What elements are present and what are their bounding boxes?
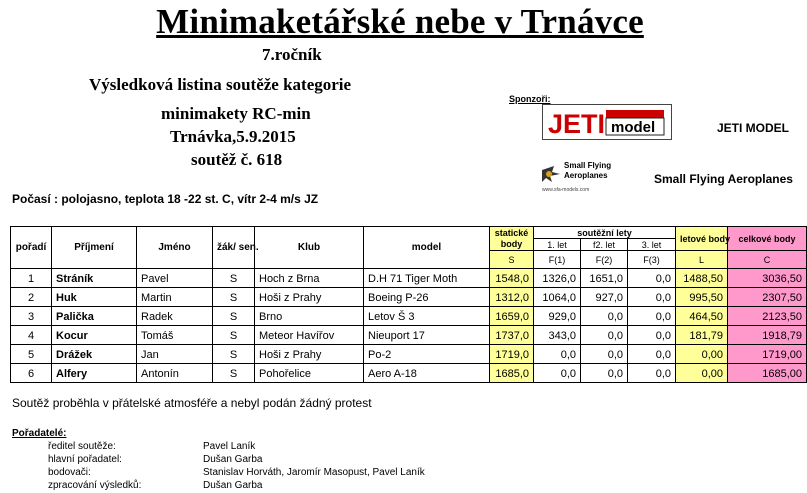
organizers-title: Pořadatelé:: [12, 428, 67, 439]
header-f2-code: F(2): [581, 251, 628, 269]
header-model: model: [364, 227, 490, 269]
jeti-sponsor-name: JETI MODEL: [717, 121, 790, 135]
static-points-cell: 1685,0: [490, 364, 534, 383]
competition-note: Soutěž proběhla v přátelské atmosféře a nebyl podán žádný protest: [12, 396, 372, 410]
surname-cell: Alfery: [52, 364, 137, 383]
edition-label: 7.ročník: [262, 45, 322, 64]
table-row: [11, 269, 807, 288]
name-cell: Martin: [137, 288, 213, 307]
category-cell: S: [213, 288, 255, 307]
header-static: statické body: [490, 227, 534, 251]
flight-3-cell: 0,0: [628, 345, 676, 364]
flight-1-cell: 0,0: [534, 364, 581, 383]
flight-1-cell: 1064,0: [534, 288, 581, 307]
static-points-cell: 1737,0: [490, 326, 534, 345]
rank-cell: 1: [11, 269, 52, 288]
surname-cell: Drážek: [52, 345, 137, 364]
flight-1-cell: 0,0: [534, 345, 581, 364]
table-row: [11, 307, 807, 326]
flight-points-cell: 995,50: [676, 288, 728, 307]
sfa-logo-line2: Aeroplanes: [564, 171, 608, 180]
flight-3-cell: 0,0: [628, 364, 676, 383]
flight-points-cell: 0,00: [676, 364, 728, 383]
model-cell: Nieuport 17: [364, 326, 490, 345]
static-points-cell: 1719,0: [490, 345, 534, 364]
results-table: [10, 226, 807, 383]
flight-3-cell: 0,0: [628, 307, 676, 326]
header-flight-1: 1. let: [534, 239, 581, 251]
sfa-logo-url: www.sfa-models.com: [542, 187, 590, 193]
sfa-logo-line1: Small Flying: [564, 161, 612, 170]
name-cell: Antonín: [137, 364, 213, 383]
club-cell: Pohořelice: [255, 364, 364, 383]
club-cell: Hoši z Prahy: [255, 288, 364, 307]
total-points-cell: 2123,50: [728, 307, 807, 326]
header-category: žák/ sen.: [213, 227, 255, 269]
flight-points-cell: 0,00: [676, 345, 728, 364]
rank-cell: 5: [11, 345, 52, 364]
header-flight-code: L: [676, 251, 728, 269]
category-cell: S: [213, 307, 255, 326]
surname-cell: Huk: [52, 288, 137, 307]
flight-1-cell: 1326,0: [534, 269, 581, 288]
model-cell: Po-2: [364, 345, 490, 364]
flight-points-cell: 181,79: [676, 326, 728, 345]
competition-number: soutěž č. 618: [191, 150, 283, 169]
organizer-role: zpracování výsledků:: [48, 480, 142, 491]
organizer-role: ředitel soutěže:: [48, 441, 116, 452]
sfa-sponsor-name: Small Flying Aeroplanes: [654, 172, 793, 186]
total-points-cell: 1719,00: [728, 345, 807, 364]
venue-date: Trnávka,5.9.2015: [170, 127, 296, 146]
header-f1-code: F(1): [534, 251, 581, 269]
flight-2-cell: 1651,0: [581, 269, 628, 288]
organizer-names: Dušan Garba: [203, 454, 263, 465]
header-f3-code: F(3): [628, 251, 676, 269]
header-surname: Příjmení: [52, 227, 137, 269]
weather-info: Počasí : polojasno, teplota 18 -22 st. C, vítr 2-4 m/s JZ: [12, 192, 319, 206]
model-cell: Boeing P-26: [364, 288, 490, 307]
name-cell: Tomáš: [137, 326, 213, 345]
model-logo-text: model: [611, 119, 656, 136]
flight-1-cell: 343,0: [534, 326, 581, 345]
header-flight-2: f2. let: [581, 239, 628, 251]
header-club: Klub: [255, 227, 364, 269]
club-cell: Meteor Havířov: [255, 326, 364, 345]
flight-points-cell: 464,50: [676, 307, 728, 326]
rank-cell: 4: [11, 326, 52, 345]
category-cell: S: [213, 326, 255, 345]
jeti-logo-text: JETI: [548, 109, 606, 139]
category-cell: S: [213, 269, 255, 288]
model-cell: D.H 71 Tiger Moth: [364, 269, 490, 288]
header-name: Jméno: [137, 227, 213, 269]
organizer-role: bodovači:: [48, 467, 91, 478]
rank-cell: 2: [11, 288, 52, 307]
jeti-model-logo: [542, 104, 672, 140]
club-cell: Hoch z Brna: [255, 269, 364, 288]
flight-2-cell: 927,0: [581, 288, 628, 307]
header-flight-3: 3. let: [628, 239, 676, 251]
flight-3-cell: 0,0: [628, 269, 676, 288]
static-points-cell: 1312,0: [490, 288, 534, 307]
total-points-cell: 1918,79: [728, 326, 807, 345]
category-name: minimakety RC-min: [161, 104, 311, 123]
surname-cell: Kocur: [52, 326, 137, 345]
flight-points-cell: 1488,50: [676, 269, 728, 288]
surname-cell: Palička: [52, 307, 137, 326]
sfa-logo: [540, 160, 616, 194]
table-row: [11, 288, 807, 307]
flight-3-cell: 0,0: [628, 288, 676, 307]
table-row: [11, 364, 807, 383]
header-flights: soutěžní lety: [534, 227, 676, 239]
header-rank: pořadí: [11, 227, 52, 269]
header-total-code: C: [728, 251, 807, 269]
header-static-code: S: [490, 251, 534, 269]
flight-2-cell: 0,0: [581, 326, 628, 345]
total-points-cell: 1685,00: [728, 364, 807, 383]
surname-cell: Stráník: [52, 269, 137, 288]
total-points-cell: 3036,50: [728, 269, 807, 288]
flight-1-cell: 929,0: [534, 307, 581, 326]
organizer-names: Stanislav Horváth, Jaromír Masopust, Pavel Laník: [203, 467, 425, 478]
static-points-cell: 1548,0: [490, 269, 534, 288]
club-cell: Brno: [255, 307, 364, 326]
model-cell: Letov Š 3: [364, 307, 490, 326]
table-row: [11, 345, 807, 364]
organizer-names: Pavel Laník: [203, 441, 256, 452]
rank-cell: 6: [11, 364, 52, 383]
organizer-role: hlavní pořadatel:: [48, 454, 122, 465]
flight-3-cell: 0,0: [628, 326, 676, 345]
name-cell: Radek: [137, 307, 213, 326]
flight-2-cell: 0,0: [581, 345, 628, 364]
results-heading: Výsledková listina soutěže kategorie: [89, 75, 352, 94]
category-cell: S: [213, 364, 255, 383]
header-flight-points: letové body: [676, 227, 728, 251]
rank-cell: 3: [11, 307, 52, 326]
static-points-cell: 1659,0: [490, 307, 534, 326]
club-cell: Hoši z Prahy: [255, 345, 364, 364]
page-title: Minimaketářské nebe v Trnávce: [156, 2, 644, 41]
name-cell: Pavel: [137, 269, 213, 288]
category-cell: S: [213, 345, 255, 364]
header-total: celkové body: [728, 227, 807, 251]
name-cell: Jan: [137, 345, 213, 364]
flight-2-cell: 0,0: [581, 307, 628, 326]
table-row: [11, 326, 807, 345]
sponsors-label: Sponzoři:: [509, 94, 551, 104]
organizer-names: Dušan Garba: [203, 480, 263, 491]
flight-2-cell: 0,0: [581, 364, 628, 383]
model-cell: Aero A-18: [364, 364, 490, 383]
total-points-cell: 2307,50: [728, 288, 807, 307]
